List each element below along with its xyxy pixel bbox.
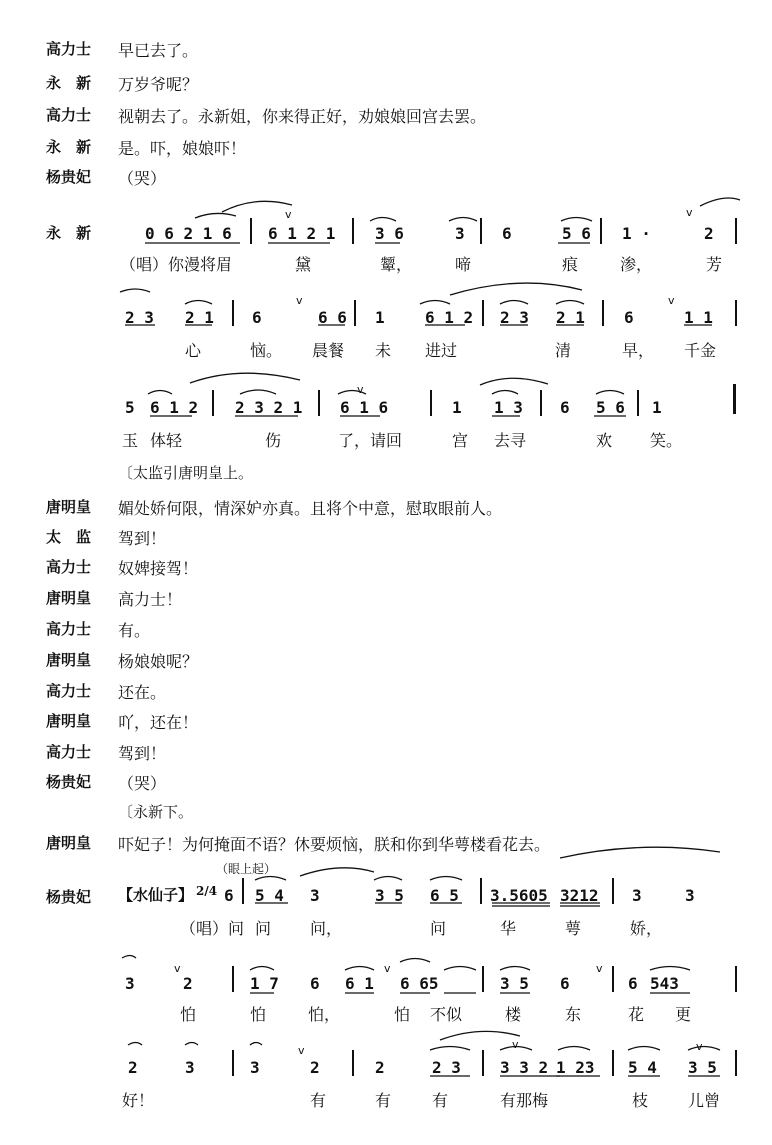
note-group: 6: [252, 308, 262, 327]
lyric: 晨餐: [312, 341, 345, 360]
lyric: 有: [432, 1091, 449, 1110]
dialogue-text: 驾到！: [118, 744, 167, 763]
note-group: 6 1: [345, 974, 374, 993]
note-group: 6: [502, 224, 512, 243]
barline: [735, 1050, 737, 1076]
note-group: 3: [685, 886, 695, 905]
breath-mark: v: [384, 962, 391, 975]
lyric: 怕: [394, 1005, 411, 1024]
note-group: 1 23: [556, 1058, 595, 1077]
lyric: 怕，: [308, 1005, 341, 1024]
note-group: 2 3: [500, 308, 529, 327]
lyric: 枝: [632, 1091, 649, 1110]
breath-mark: v: [285, 208, 292, 221]
lyric: 恼。: [250, 341, 283, 360]
barline: [612, 878, 614, 904]
barline: [232, 300, 234, 326]
lyric: 千金: [684, 341, 717, 360]
lyric: 笑。: [650, 431, 683, 450]
barline: [232, 966, 234, 992]
role-name: 高力士: [46, 40, 92, 58]
lyric: 了，请回: [338, 431, 403, 450]
note-group: 6 1 2: [150, 398, 199, 417]
breath-mark: v: [296, 294, 303, 307]
barline: [612, 966, 614, 992]
role-name: 高力士: [46, 558, 92, 576]
lyric: 黛: [295, 255, 312, 274]
dialogue-text: （哭）: [118, 774, 167, 793]
stage-direction: 〔永新下。: [118, 803, 194, 821]
note-group: 2 1: [185, 308, 214, 327]
note-group: 5: [125, 398, 135, 417]
lyric: 怕: [250, 1005, 267, 1024]
barline: [480, 218, 482, 244]
lyric: 好！: [122, 1091, 155, 1110]
note-group: 3.5605: [490, 886, 548, 905]
lyric: 玉: [122, 431, 139, 450]
note-group: 1: [652, 398, 662, 417]
barline: [212, 390, 214, 416]
note-group: 1: [452, 398, 462, 417]
role-name: 永 新: [46, 138, 92, 156]
lyric: 怕: [180, 1005, 197, 1024]
note-group: 3 3 2: [500, 1058, 549, 1077]
lyric: 进过: [425, 341, 458, 360]
barline: [735, 966, 737, 992]
lyric: 问，: [310, 919, 343, 938]
dialogue-text: 有。: [118, 621, 151, 640]
role-name: 永 新: [46, 74, 92, 92]
note-group: 3 5: [375, 886, 404, 905]
role-name: 唐明皇: [46, 651, 92, 669]
tune-title: 【水仙子】: [118, 886, 194, 904]
dialogue-text: 奴婢接驾！: [118, 559, 199, 578]
lyric: 宫: [452, 431, 469, 450]
dialogue-text: 驾到！: [118, 529, 167, 548]
lyric: 早，: [622, 341, 655, 360]
lyric: 欢: [596, 431, 613, 450]
lyric: 去寻: [494, 431, 527, 450]
stage-direction: 〔太监引唐明皇上。: [118, 464, 254, 482]
barline: [480, 878, 482, 904]
final-barline: [733, 384, 736, 414]
barline: [637, 390, 639, 416]
role-name: 高力士: [46, 682, 92, 700]
barline: [482, 966, 484, 992]
note-group: 3: [632, 886, 642, 905]
lyric: 痕: [562, 255, 579, 274]
note-group: 6: [560, 974, 570, 993]
barline: [612, 1050, 614, 1076]
note-group: 1 7: [250, 974, 279, 993]
note-group: 6: [560, 398, 570, 417]
role-name: 唐明皇: [46, 712, 92, 730]
note-group: 1: [375, 308, 385, 327]
note-group: 2: [183, 974, 193, 993]
note-group: 5 6: [596, 398, 625, 417]
barline: [540, 390, 542, 416]
barline: [482, 1050, 484, 1076]
note-group: 2: [375, 1058, 385, 1077]
lyric: （唱）问: [180, 919, 245, 938]
lyric: 颦，: [380, 255, 413, 274]
note-group: 6: [310, 974, 320, 993]
note-group: 6: [624, 308, 634, 327]
dialogue-text: 吓妃子！为何掩面不语？休要烦恼，朕和你到华萼楼看花去。: [118, 835, 551, 854]
lyric: 花: [628, 1005, 645, 1024]
note-group: 6: [224, 886, 234, 905]
lyric: 问: [430, 919, 447, 938]
lyric: 不似: [430, 1005, 463, 1024]
note-group: 3: [250, 1058, 260, 1077]
note-group: 3: [185, 1058, 195, 1077]
dialogue-text: 高力士！: [118, 590, 183, 609]
note-group: 3: [310, 886, 320, 905]
lyric: 更: [675, 1005, 692, 1024]
role-name: 高力士: [46, 620, 92, 638]
breath-mark: v: [512, 1038, 519, 1051]
note-group: 1 ·: [622, 224, 651, 243]
barline: [600, 218, 602, 244]
breath-mark: v: [596, 962, 603, 975]
lyric: 东: [565, 1005, 582, 1024]
note-group: 6 1 2 1: [268, 224, 336, 243]
tempo-note: （眼上起）: [216, 862, 277, 876]
barline: [735, 300, 737, 326]
barline: [602, 300, 604, 326]
note-group: 3: [125, 974, 135, 993]
note-group: 3 5: [500, 974, 529, 993]
lyric: 萼: [565, 919, 582, 938]
note-group: 2 3 2 1: [235, 398, 303, 417]
barline: [250, 218, 252, 244]
lyric: 楼: [505, 1005, 522, 1024]
lyric: 有: [375, 1091, 392, 1110]
note-group: 6 5: [430, 886, 459, 905]
note-group: 3 5: [688, 1058, 717, 1077]
note-group: 2 3: [432, 1058, 461, 1077]
dialogue-text: 早已去了。: [118, 41, 199, 60]
note-group: 2: [310, 1058, 320, 1077]
role-name: 高力士: [46, 743, 92, 761]
dialogue-text: 杨娘娘呢？: [118, 652, 199, 671]
note-group: 6 6: [318, 308, 347, 327]
lyric: 问: [255, 919, 272, 938]
lyric: 伤: [265, 431, 282, 450]
breath-mark: v: [686, 206, 693, 219]
note-group: 6: [628, 974, 638, 993]
note-group: 6 65: [400, 974, 439, 993]
dialogue-text: 是。吓，娘娘吓！: [118, 139, 247, 158]
note-group: 5 4: [628, 1058, 657, 1077]
lyric: 有: [310, 1091, 327, 1110]
note-group: 3: [455, 224, 465, 243]
breath-mark: v: [668, 294, 675, 307]
barline: [232, 1050, 234, 1076]
lyric: 华: [500, 919, 517, 938]
lyric: 娇，: [630, 919, 663, 938]
lyric: 心: [185, 341, 202, 360]
dialogue-text: （哭）: [118, 169, 167, 188]
note-group: 5 4: [255, 886, 284, 905]
breath-mark: v: [357, 383, 364, 396]
song1-role: 永 新: [46, 224, 92, 242]
barline: [352, 1050, 354, 1076]
note-group: 543: [650, 974, 679, 993]
lyric: 儿曾: [688, 1091, 721, 1110]
note-group: 2 1: [556, 308, 585, 327]
breath-mark: v: [298, 1044, 305, 1057]
role-name: 唐明皇: [46, 498, 92, 516]
breath-mark: v: [696, 1040, 703, 1053]
dialogue-text: 还在。: [118, 683, 167, 702]
lyric: 体轻: [150, 431, 183, 450]
note-group: 6 1 2: [425, 308, 474, 327]
lyric: 未: [375, 341, 392, 360]
note-group: 1 3: [494, 398, 523, 417]
barline: [318, 390, 320, 416]
role-name: 唐明皇: [46, 589, 92, 607]
role-name: 唐明皇: [46, 834, 92, 852]
lyric: 芳: [706, 255, 723, 274]
note-group: 5 6: [562, 224, 591, 243]
barline: [430, 390, 432, 416]
barline: [482, 300, 484, 326]
dialogue-text: 视朝去了。永新姐，你来得正好，劝娘娘回宫去罢。: [118, 107, 487, 126]
note-group: 3 6: [375, 224, 404, 243]
role-name: 杨贵妃: [46, 773, 92, 791]
note-group: 2: [704, 224, 714, 243]
barline: [735, 218, 737, 244]
barline: [242, 878, 244, 904]
lyric: 渗，: [620, 255, 653, 274]
barline: [352, 218, 354, 244]
role-name: 太 监: [46, 528, 92, 546]
role-name: 高力士: [46, 106, 92, 124]
lyric: （唱）你漫将眉: [120, 255, 233, 274]
lyric: 有那梅: [500, 1091, 549, 1110]
dialogue-text: 吖，还在！: [118, 713, 199, 732]
note-group: 1 1: [684, 308, 713, 327]
note-group: 3212: [560, 886, 599, 905]
note-group: 2 3: [125, 308, 154, 327]
breath-mark: v: [174, 962, 181, 975]
note-group: 6 1 6: [340, 398, 389, 417]
note-group: 2: [128, 1058, 138, 1077]
song2-role: 杨贵妃: [46, 888, 92, 906]
dialogue-text: 媚处娇何限，情深妒亦真。且将个中意，慰取眼前人。: [118, 499, 503, 518]
barline: [354, 300, 356, 326]
lyric: 清: [555, 341, 572, 360]
note-group: 0 6 2 1 6: [145, 224, 232, 243]
lyric: 啼: [455, 255, 472, 274]
dialogue-text: 万岁爷呢？: [118, 75, 199, 94]
meter: 2/4: [196, 884, 218, 898]
role-name: 杨贵妃: [46, 168, 92, 186]
